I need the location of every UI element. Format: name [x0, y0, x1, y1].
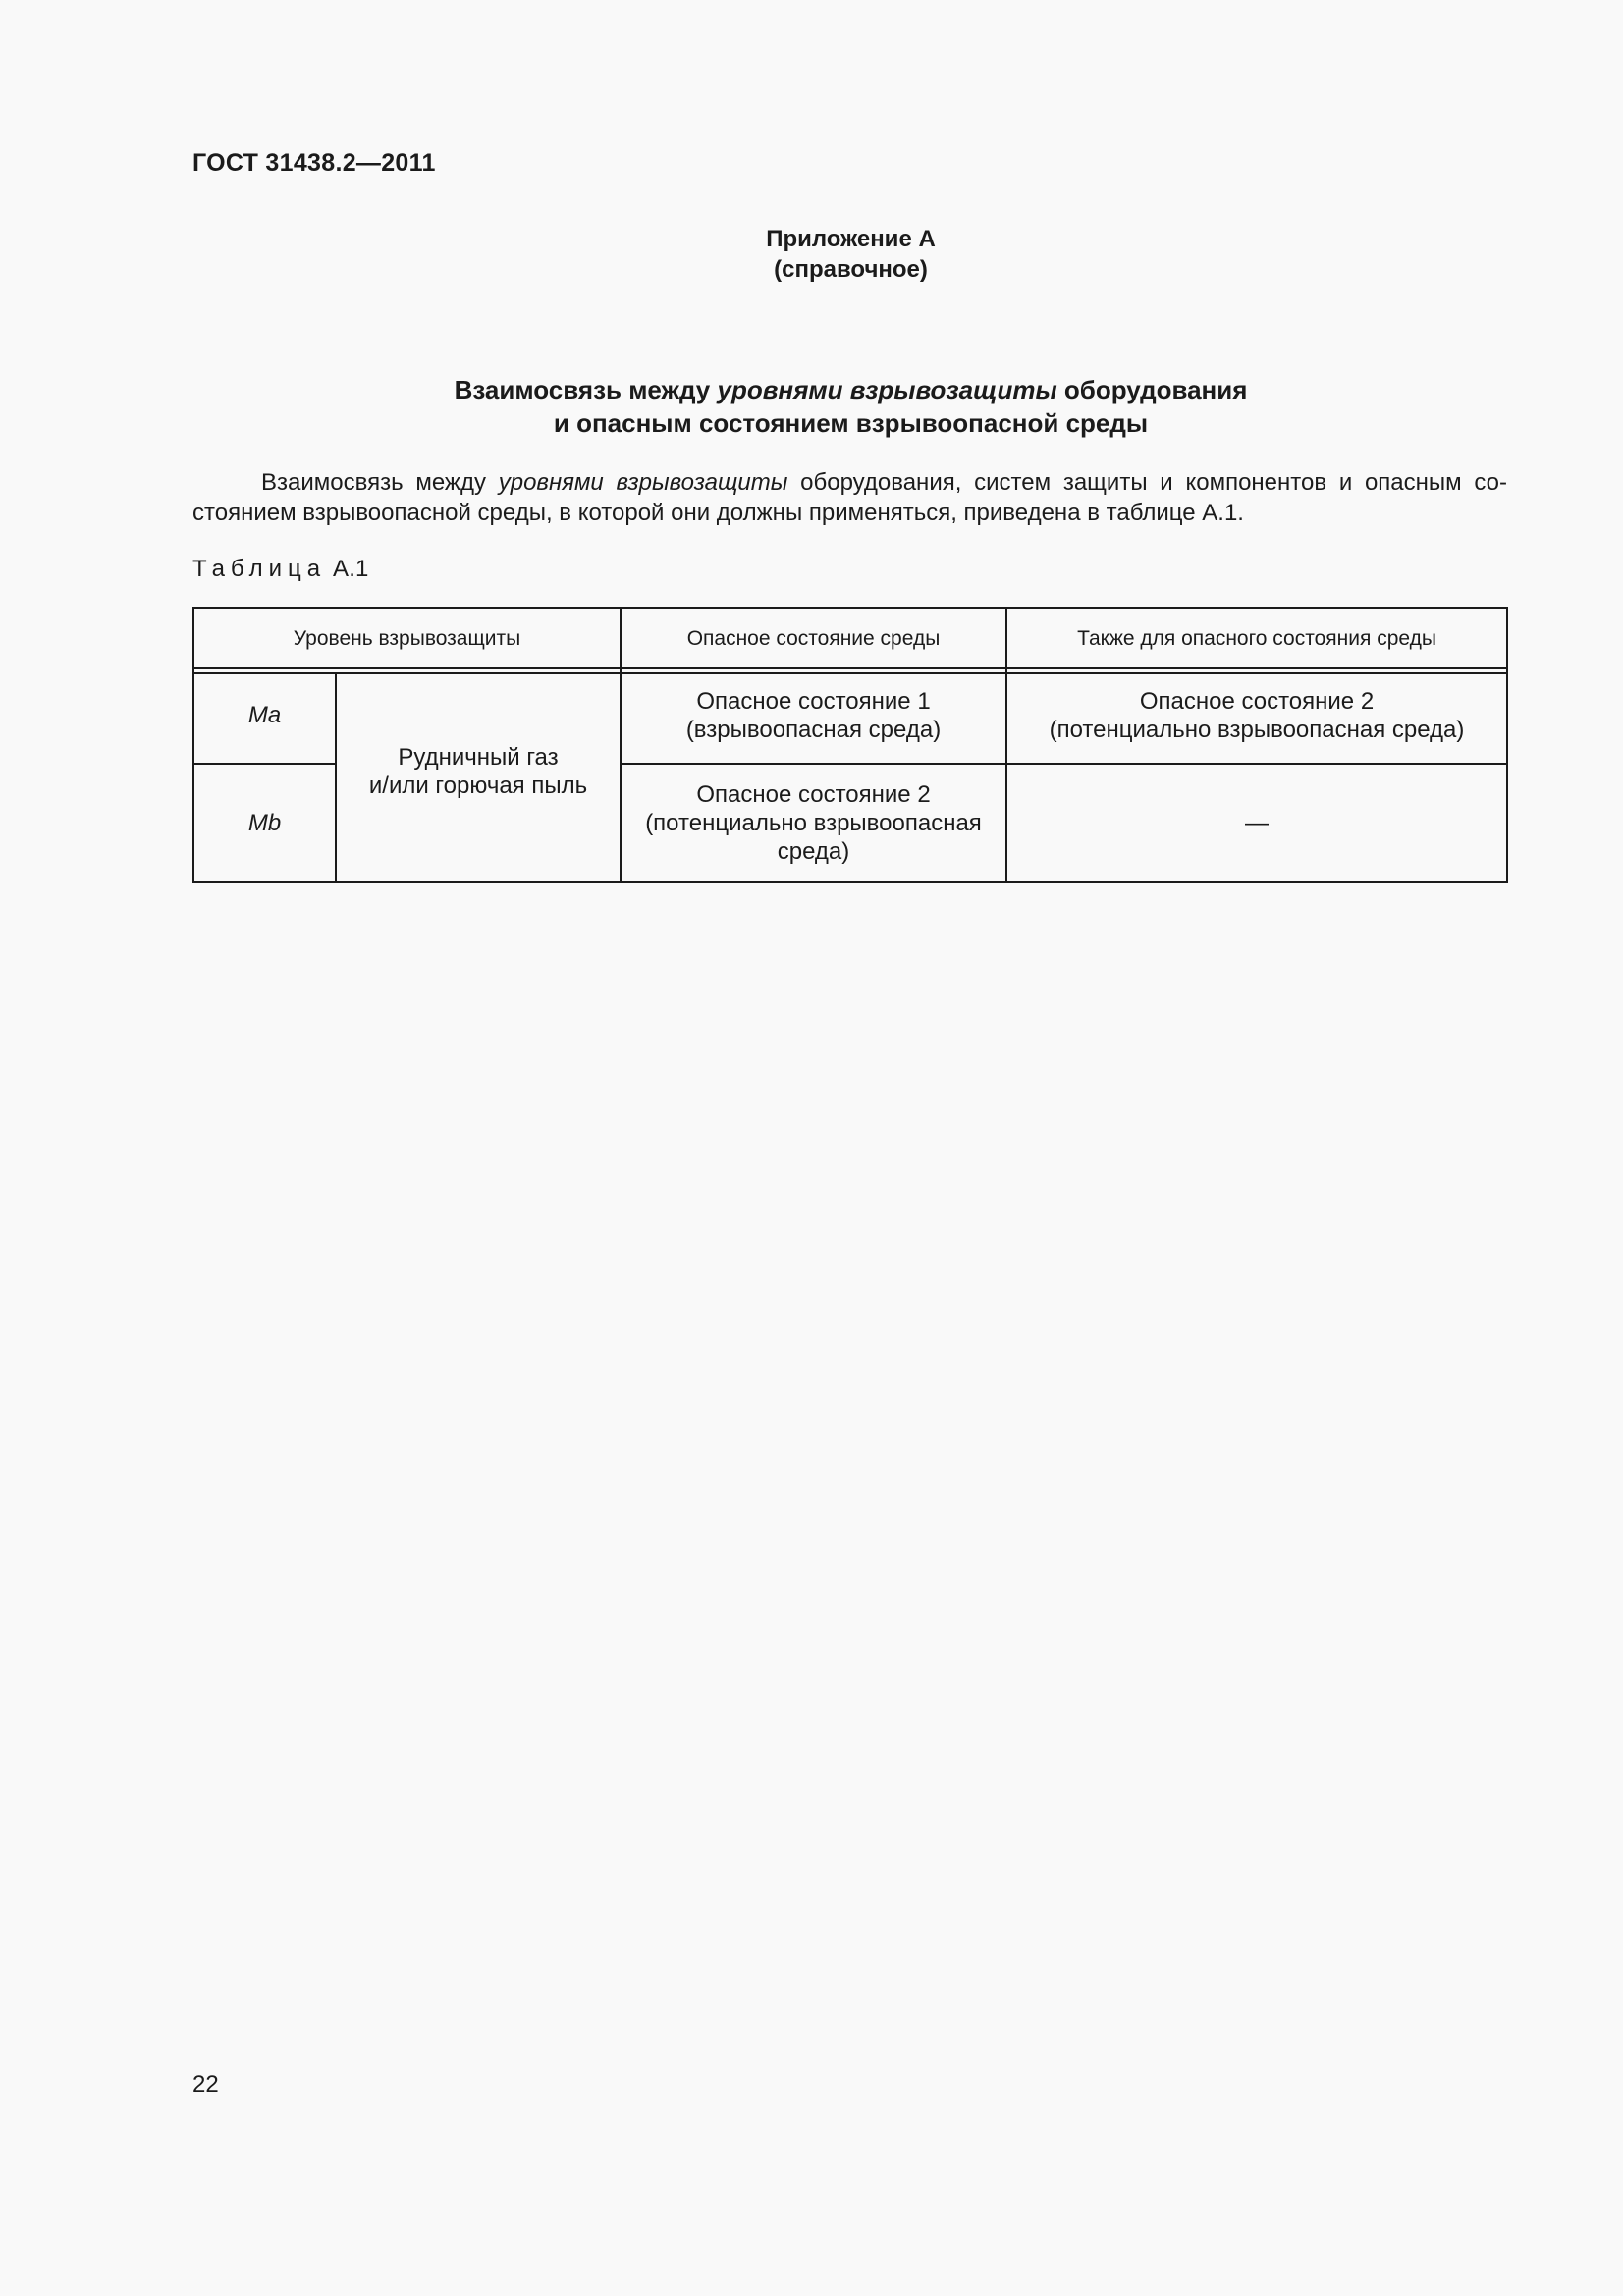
document-code: ГОСТ 31438.2—2011 [192, 149, 436, 177]
appendix-title: Приложение А [766, 226, 936, 252]
body-paragraph [192, 467, 1507, 528]
row2-hazard-line1: Опасное состояние 2 [696, 781, 931, 808]
group-line2: и/или горючая пыль [368, 772, 588, 799]
row1-hazard-line2: (взрывоопасная среда) [685, 717, 942, 743]
header-also-for: Также для опасного состояния среды [1077, 626, 1436, 650]
row1-hazard-line1: Опасное состояние 1 [696, 688, 931, 715]
section-title-part2: оборудования [1056, 375, 1248, 404]
level-ma: Ma [247, 701, 282, 728]
appendix-subtitle: (справочное) [774, 256, 928, 283]
row2-hazard-state [622, 765, 1005, 881]
hazard-table [192, 607, 1508, 883]
row2-also-for: — [1245, 810, 1269, 836]
row1-also-line2: (потенциально взрывоопасная среда) [1049, 717, 1465, 743]
level-mb: Mb [247, 810, 282, 836]
section-title [0, 373, 1623, 440]
row1-also-for [1007, 674, 1506, 763]
section-title-part1: Взаимосвязь между [454, 375, 718, 404]
section-title-italic: уровнями взрывозащиты [717, 375, 1057, 404]
header-protection-level: Уровень взрывозащиты [293, 626, 521, 650]
row2-hazard-line2: (потенциально взрывоопасная [645, 810, 982, 836]
group-mine-gas-dust [337, 674, 620, 881]
group-line1: Рудничный газ [398, 743, 559, 771]
appendix-heading [0, 224, 1623, 285]
row1-also-line1: Опасное состояние 2 [1139, 688, 1375, 715]
paragraph-start: Взаимосвязь между [261, 469, 499, 496]
paragraph-end: оборудования, систем защиты и компонентов и опасным состоянием взрывоопасной среды, в которой они должны применяться, приведена в таблице А.1. [192, 469, 1508, 526]
row1-hazard-state [622, 674, 1005, 763]
page-number: 22 [192, 2071, 219, 2098]
table-caption-number: А.1 [332, 556, 369, 582]
header-divider-top [194, 667, 1506, 669]
header-hazard-state: Опасное состояние среды [686, 626, 941, 650]
row2-hazard-line3: среда) [777, 838, 850, 865]
section-title-line2: и опасным состоянием взрывоопасной среды [553, 408, 1149, 438]
section-title-line1 [0, 373, 1623, 406]
table-caption-word: Таблица [192, 556, 327, 582]
table-caption [192, 556, 369, 583]
paragraph-italic: уровнями взрывозащиты [498, 469, 788, 496]
